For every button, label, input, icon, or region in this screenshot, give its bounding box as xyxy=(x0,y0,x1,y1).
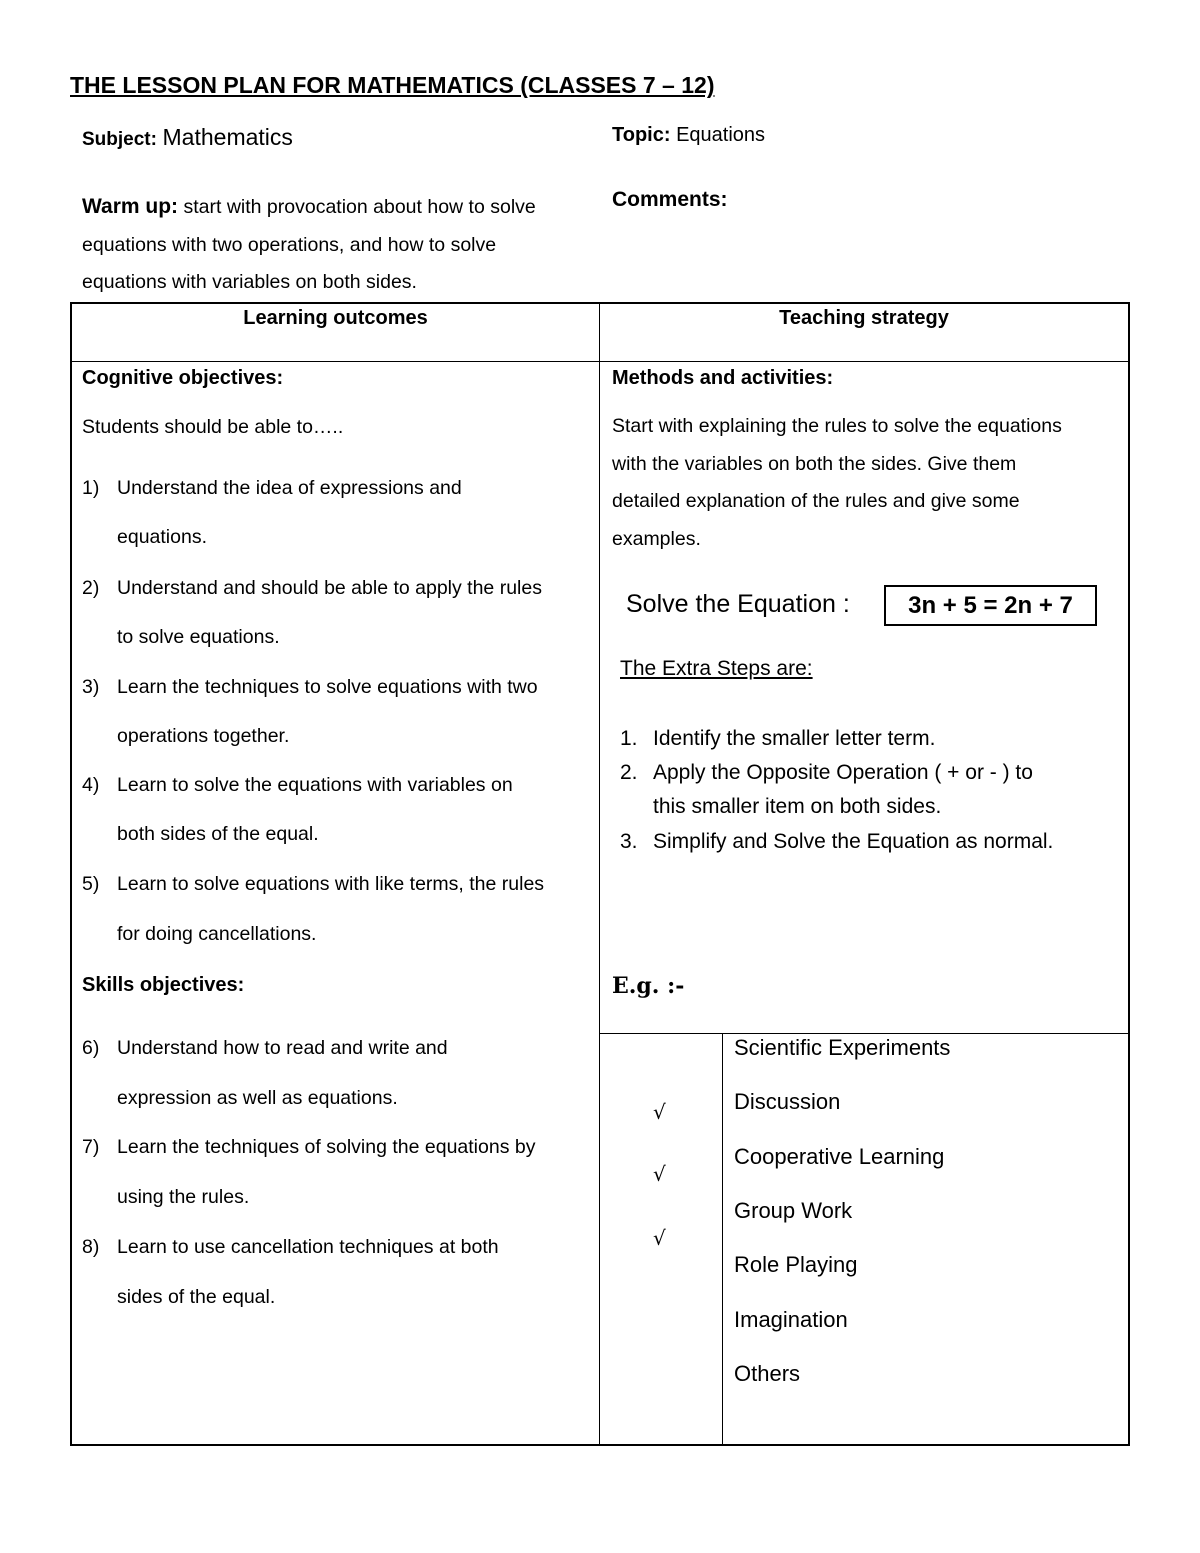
methods-heading: Methods and activities: xyxy=(612,367,834,389)
skills-heading: Skills objectives: xyxy=(82,974,245,996)
list-item-number: 4) xyxy=(82,774,100,796)
list-item: Learn the techniques to solve equations with two xyxy=(117,676,538,698)
table-left-border xyxy=(70,302,72,1446)
list-item: Understand the idea of expressions and xyxy=(117,477,462,499)
warmup-label: Warm up: xyxy=(82,195,179,218)
list-item: Learn to solve equations with like terms, the rules xyxy=(117,873,545,895)
subject-line xyxy=(82,124,293,151)
check-mark-icon: √ xyxy=(653,1226,666,1250)
col-learning-outcomes-header: Learning outcomes xyxy=(243,307,428,329)
topic-value: Equations xyxy=(676,124,766,146)
equation-box: 3n + 5 = 2n + 7 xyxy=(884,585,1097,626)
list-item: Learn to use cancellation techniques at both xyxy=(117,1236,499,1258)
list-item: Understand how to read and write and xyxy=(117,1037,448,1059)
list-item-number: 6) xyxy=(82,1037,100,1059)
table-header-divider xyxy=(70,361,1130,362)
list-item-number: 5) xyxy=(82,873,100,895)
list-item-cont: this smaller item on both sides. xyxy=(653,795,942,818)
warmup-line1: start with provocation about how to solve xyxy=(183,196,536,218)
strategy-option: Imagination xyxy=(734,1307,848,1332)
topic-label: Topic: xyxy=(612,124,671,146)
step-number: 1. xyxy=(620,727,638,750)
col-teaching-strategy-header: Teaching strategy xyxy=(779,307,949,329)
strategy-option: Group Work xyxy=(734,1198,853,1223)
list-item-number: 1) xyxy=(82,477,100,499)
subject-label: Subject: xyxy=(82,129,157,150)
list-item-cont: equations. xyxy=(117,526,207,548)
list-item-number: 8) xyxy=(82,1236,100,1258)
cognitive-heading: Cognitive objectives: xyxy=(82,367,284,389)
strategy-check-divider xyxy=(722,1033,723,1445)
topic-line xyxy=(612,124,765,147)
example-label: E.g. :- xyxy=(612,973,685,999)
list-item: Identify the smaller letter term. xyxy=(653,727,936,750)
strategy-top-divider xyxy=(599,1033,1130,1034)
list-item-cont: to solve equations. xyxy=(117,626,280,648)
methods-line4: examples. xyxy=(612,527,701,550)
list-item: Simplify and Solve the Equation as normal. xyxy=(653,830,1054,853)
warmup-line2: equations with two operations, and how to solve xyxy=(82,233,497,256)
step-number: 2. xyxy=(620,761,638,784)
page-title: THE LESSON PLAN FOR MATHEMATICS (CLASSES 7 – 12) xyxy=(70,72,715,98)
list-item: Learn the techniques of solving the equations by xyxy=(117,1136,536,1158)
strategy-option: Discussion xyxy=(734,1089,841,1114)
check-mark-icon: √ xyxy=(653,1100,666,1124)
list-item-cont: sides of the equal. xyxy=(117,1286,276,1308)
warmup-line3: equations with variables on both sides. xyxy=(82,271,417,293)
strategy-option: Scientific Experiments xyxy=(734,1035,951,1060)
list-item-cont: operations together. xyxy=(117,725,290,747)
check-mark-icon: √ xyxy=(653,1162,666,1186)
table-bottom-border xyxy=(70,1444,1130,1446)
strategy-option: Cooperative Learning xyxy=(734,1144,945,1169)
list-item: Apply the Opposite Operation ( + or - ) to xyxy=(653,761,1033,784)
step-number: 3. xyxy=(620,830,638,853)
list-item-cont: using the rules. xyxy=(117,1186,250,1208)
strategy-option: Others xyxy=(734,1361,801,1386)
table-middle-border xyxy=(599,302,600,1446)
solve-label: Solve the Equation : xyxy=(626,590,850,618)
methods-line3: detailed explanation of the rules and give some xyxy=(612,490,1020,512)
list-item-number: 2) xyxy=(82,577,100,599)
list-item: Understand and should be able to apply the rules xyxy=(117,577,542,599)
list-item-cont: expression as well as equations. xyxy=(117,1087,398,1109)
strategy-option: Role Playing xyxy=(734,1252,858,1277)
extra-steps-heading: The Extra Steps are: xyxy=(620,657,813,680)
methods-line1: Start with explaining the rules to solve the equations xyxy=(612,415,1062,437)
list-item-number: 3) xyxy=(82,676,100,698)
cognitive-intro: Students should be able to….. xyxy=(82,416,344,438)
warmup-block xyxy=(82,188,602,302)
list-item-number: 7) xyxy=(82,1136,100,1158)
methods-line2: with the variables on both the sides. Give them xyxy=(612,452,1017,475)
list-item-cont: both sides of the equal. xyxy=(117,823,319,845)
list-item-cont: for doing cancellations. xyxy=(117,923,317,945)
list-item: Learn to solve the equations with variables on xyxy=(117,774,513,796)
table-right-border xyxy=(1128,302,1130,1446)
comments-label: Comments: xyxy=(612,188,728,211)
methods-paragraph xyxy=(612,408,1062,558)
table-top-border xyxy=(70,302,1130,304)
subject-value: Mathematics xyxy=(162,124,293,150)
